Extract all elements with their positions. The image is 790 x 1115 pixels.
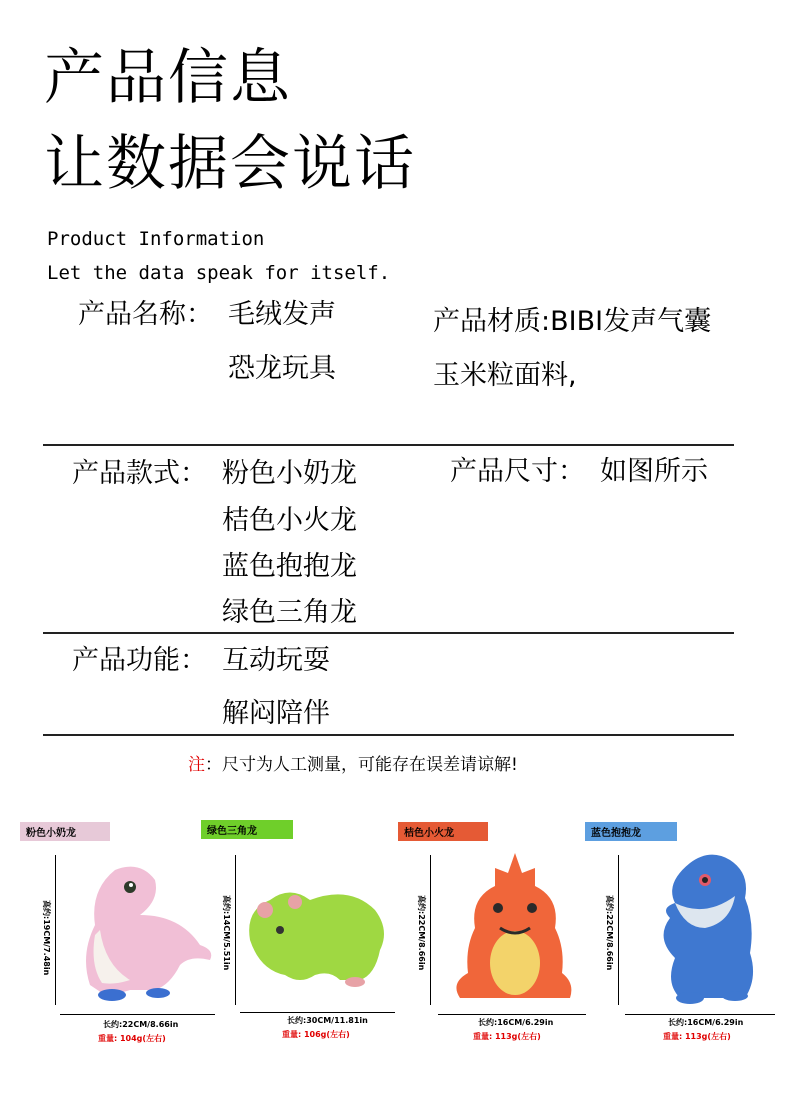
function-value-2: 解闷陪伴	[222, 698, 330, 729]
product-tag: 绿色三角龙	[201, 820, 293, 839]
style-label: 产品款式：	[72, 458, 207, 489]
function-value-1: 互动玩耍	[222, 645, 330, 676]
english-subtitle-1: Product Information	[47, 228, 265, 250]
pink-dinosaur-image	[60, 855, 220, 1005]
name-value-1: 毛绒发声	[228, 299, 336, 330]
weight-label: 重量: 113g(左右)	[473, 1032, 541, 1041]
size-note	[188, 750, 518, 775]
weight-label: 重量: 113g(左右)	[663, 1032, 731, 1041]
style-item: 绿色三角龙	[222, 597, 357, 628]
name-value-2: 恐龙玩具	[228, 353, 336, 384]
length-label: 长约:16CM/6.29in	[478, 1018, 554, 1027]
length-line	[438, 1014, 586, 1015]
divider-2	[43, 632, 734, 634]
height-line	[55, 855, 56, 1005]
length-line	[240, 1012, 395, 1013]
note-prefix: 注	[188, 755, 205, 775]
height-label: 高约:22CM/8.66in	[417, 895, 426, 971]
style-item: 桔色小火龙	[222, 505, 357, 536]
height-line	[430, 855, 431, 1005]
note-text: ：尺寸为人工测量，可能存在误差请谅解!	[205, 755, 518, 775]
length-line	[60, 1014, 215, 1015]
material-line-1: 产品材质:BIBI发声气囊	[433, 306, 712, 337]
material-line-2: 玉米粒面料,	[433, 360, 577, 391]
english-subtitle-2: Let the data speak for itself.	[47, 262, 391, 284]
orange-dinosaur-image	[450, 848, 580, 1008]
length-label: 长约:30CM/11.81in	[287, 1016, 368, 1025]
length-label: 长约:22CM/8.66in	[103, 1020, 179, 1029]
function-label: 产品功能：	[72, 645, 207, 676]
height-line	[235, 855, 236, 1005]
weight-label: 重量: 106g(左右)	[282, 1030, 350, 1039]
divider-3	[43, 734, 734, 736]
divider-1	[43, 444, 734, 446]
height-label: 高约:14CM/5.51in	[222, 895, 231, 971]
product-tag: 桔色小火龙	[398, 822, 488, 841]
style-item: 粉色小奶龙	[222, 458, 357, 489]
size-value: 如图所示	[600, 456, 708, 487]
page-title-line2: 让数据会说话	[44, 129, 416, 199]
product-tag: 粉色小奶龙	[20, 822, 110, 841]
green-triceratops-image	[240, 880, 390, 990]
height-label: 高约:22CM/8.66in	[605, 895, 614, 971]
height-line	[618, 855, 619, 1005]
page-title-line1: 产品信息	[44, 43, 292, 113]
weight-label: 重量: 104g(左右)	[98, 1034, 166, 1043]
height-label: 高约:19CM/7.48in	[42, 900, 51, 976]
length-label: 长约:16CM/6.29in	[668, 1018, 744, 1027]
style-item: 蓝色抱抱龙	[222, 551, 357, 582]
size-label: 产品尺寸：	[450, 456, 585, 487]
name-label: 产品名称：	[78, 299, 213, 330]
product-tag: 蓝色抱抱龙	[585, 822, 677, 841]
length-line	[625, 1014, 775, 1015]
blue-dinosaur-image	[650, 848, 760, 1008]
